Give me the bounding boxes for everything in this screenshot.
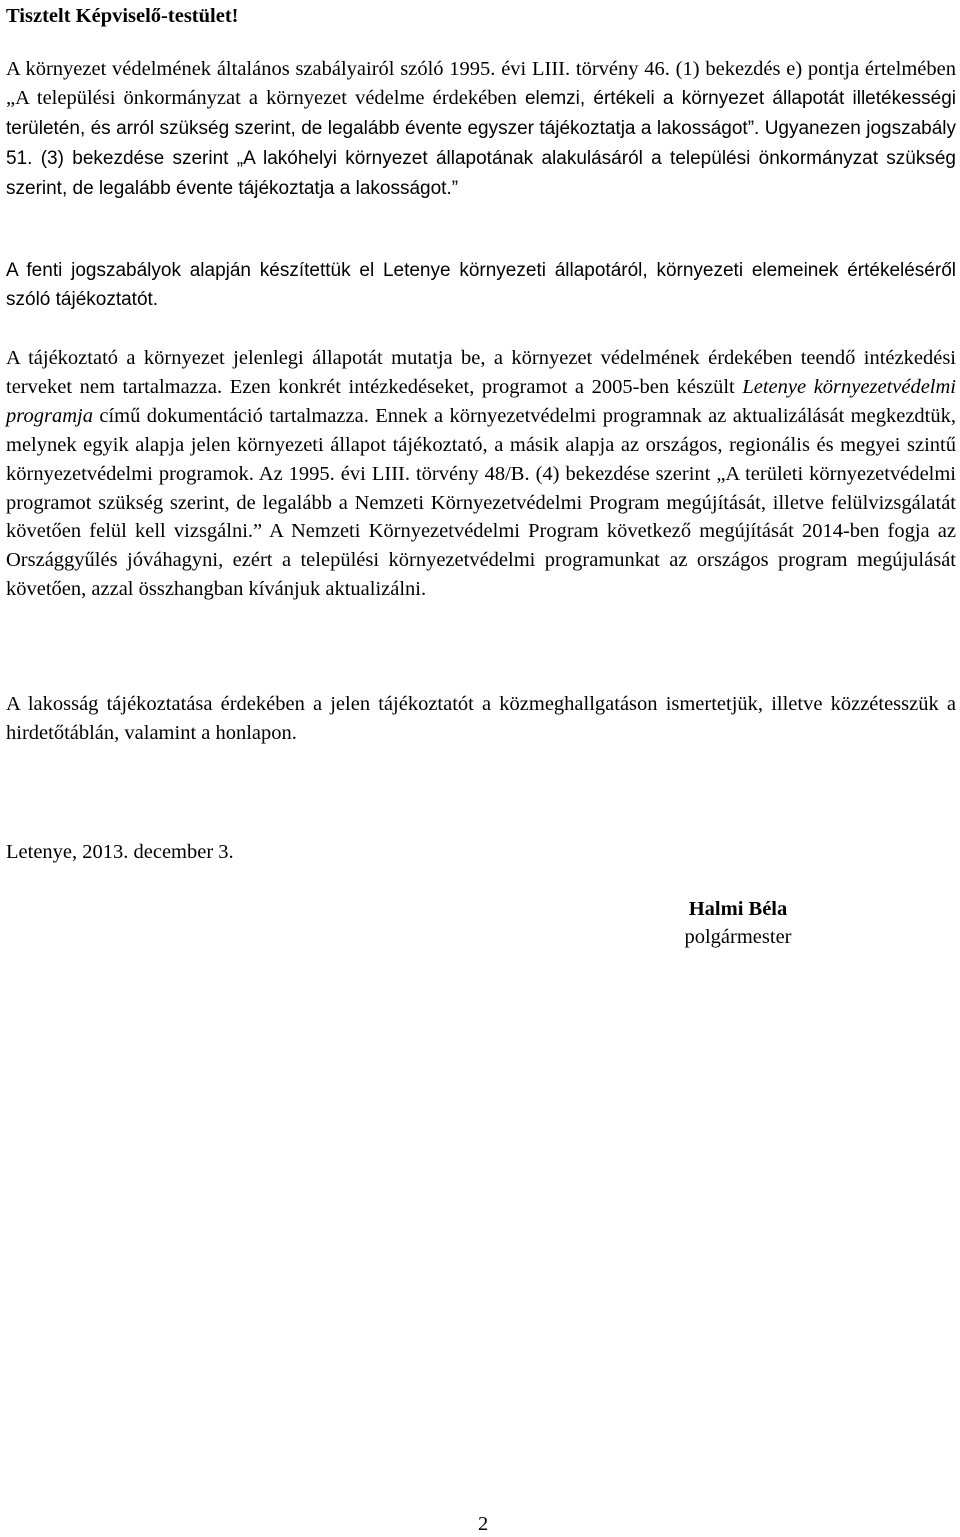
paragraph-report-scope-part2: című dokumentáció tartalmazza. Ennek a környezetvédelmi programnak az aktualizálását megkezdtük, melynek egyik alapja jelen környezeti állapot tájékoztató, a másik alapja az országos, regionális és megyei szintű környezetvédelmi programok. Az 1995. évi LIII. törvény 48/B. (4) bekezdése szerint „A területi környezetvédelmi programot szükség szerint, de legalább a Nemzeti Környezetvédelmi Program megújítását, illetve felülvizsgálatát követően felül kell vizsgálni.” A Nemzeti Környezetvédelmi Program következő megújítását 2014-ben fogja az Országgyűlés jóváhagyni, ezért a települési környezetvédelmi programunkat az országos program megújulását követően, azzal összhangban kívánjuk aktualizálni.: [6, 404, 956, 601]
signatory-title: polgármester: [684, 926, 792, 948]
date-line: Letenye, 2013. december 3.: [6, 841, 234, 863]
paragraph-legal-basis: [6, 55, 956, 204]
program-title: Letenye környezetvédelmi programja: [6, 375, 957, 427]
paragraph-report-scope-part1: A tájékoztató a környezet jelenlegi állapotát mutatja be, a környezet védelmének érdekében teendő intézkedési terveket nem tartalmazza. Ezen konkrét intézkedéseket, programot a 2005-ben készült: [6, 347, 956, 398]
paragraph-legal-basis-part1: A környezet védelmének általános szabályairól szóló 1995. évi LIII. törvény 46. (1) bekezdés e) pontja értelmében „A települési önkormányzat a környezet védelme érdekében: [6, 58, 956, 109]
page-number: 2: [478, 1513, 489, 1535]
paragraph-publication: A lakosság tájékoztatása érdekében a jelen tájékoztatót a közmeghallgatáson ismertetjük, illetve közzétesszük a hirdetőtáblán, valamint a honlapon.: [6, 693, 956, 744]
paragraph-report-intro: A fenti jogszabályok alapján készítettük el Letenye környezeti állapotáról, környezeti elemeinek értékeléséről szóló tájékoztatót.: [6, 260, 956, 310]
paragraph-legal-basis-part2: elemzi, értékeli a környezet állapotát illetékességi területén, és arról szükség szerint, de legalább évente egyszer tájékoztatja a lakosságot”. Ugyanezen jogszabály 51. (3) bekezdése szerint „A lakóhelyi környezet állapotának alakulásáról a települési önkormányzat szükség szerint, de legalább évente tájékoztatja a lakosságot.”: [6, 87, 957, 199]
signatory-name: Halmi Béla: [688, 898, 788, 920]
document-heading: Tisztelt Képviselő-testület!: [6, 5, 239, 27]
paragraph-report-scope: [6, 344, 956, 604]
signature-block: [668, 895, 808, 951]
